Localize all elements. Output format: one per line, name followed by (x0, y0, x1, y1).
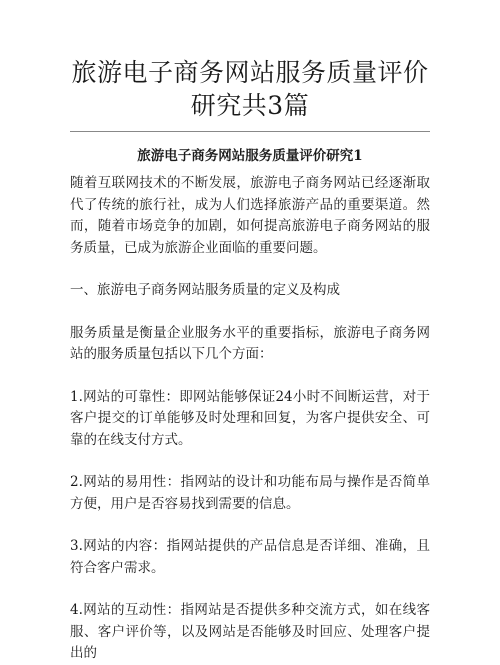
document-title: 旅游电子商务网站服务质量评价研究共3篇 (71, 58, 429, 120)
paragraph-reliability: 1.网站的可靠性：即网站能够保证24小时不间断运营，对于客户提交的订单能够及时处理和回复，为客户提供安全、可靠的在线支付方式。 (70, 388, 430, 448)
paragraph-interactivity: 4.网站的互动性：指网站是否提供多种交流方式，如在线客服、客户评价等，以及网站是否能够及时回应、处理客户提出的 (70, 602, 430, 661)
paragraph-section-title: 一、旅游电子商务网站服务质量的定义及构成 (70, 282, 340, 298)
paragraph-content: 3.网站的内容：指网站提供的产品信息是否详细、准确，且符合客户需求。 (70, 538, 430, 576)
title-divider (70, 131, 430, 132)
paragraph-intro: 随着互联网技术的不断发展，旅游电子商务网站已经逐渐取代了传统的旅行社，成为人们选择旅游产品的重要渠道。然而，随着市场竞争的加剧，如何提高旅游电子商务网站的服务质量，已成为旅游企业面临的重要问题。 (70, 175, 430, 256)
section-heading: 旅游电子商务网站服务质量评价研究1 (137, 148, 363, 164)
paragraph-definition: 服务质量是衡量企业服务水平的重要指标，旅游电子商务网站的服务质量包括以下几个方面： (70, 324, 430, 362)
paragraph-usability: 2.网站的易用性：指网站的设计和功能布局与操作是否简单方便，用户是否容易找到需要的信息。 (70, 474, 430, 512)
